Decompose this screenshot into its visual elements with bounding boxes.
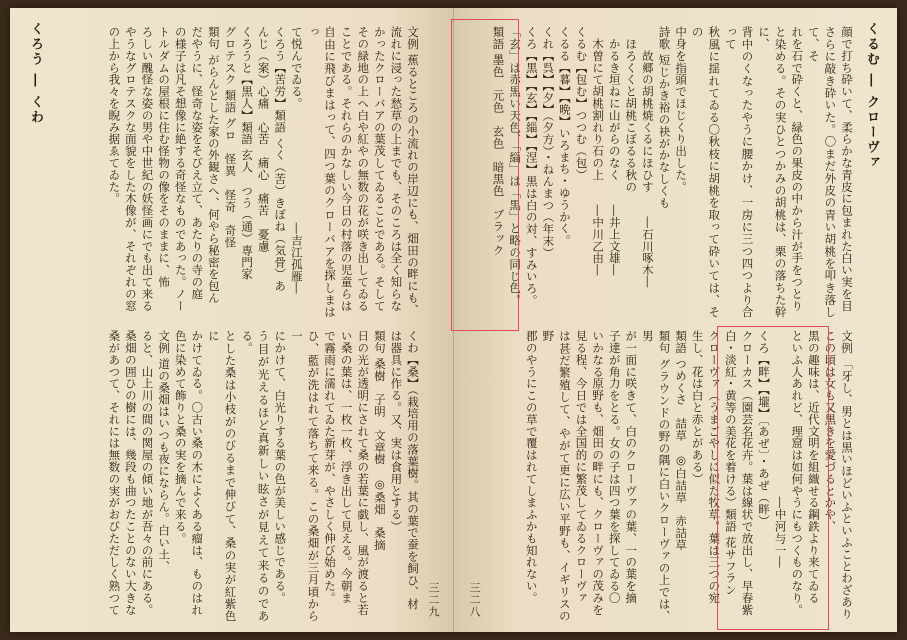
text-line: くれ【呉】【夕】（夕方）・ねんまつ（年末） [541,26,556,259]
text-line: クローカス（園芸名花卉。葉は線状で放出し、早春紫 [740,330,755,616]
text-line: いかなる原野も、畑田の畔にも、クローヴァの茂みを [591,330,606,616]
text-line: やうなグロテスクな面貌をした木像が、それぞれの窓 [123,26,138,312]
text-line: 秋風に揺れてゐる〇秋枝に胡桃を取って砕いては、その [690,26,722,318]
text-line: い桑の葉は、一枚一枚、浮き出して見える。今朝ま [339,330,354,604]
text-line: 流れに浸った愁草の上までも、そのころは全く知らな [389,26,404,312]
text-line: だやうに、怪奇な姿をそびえ立て、あたりの寺の庭 [190,26,205,300]
left-page [10,8,453,632]
text-line: くろう【苦労】類語 くく（苦）きぼね（気骨）あ [273,26,288,292]
text-line: の上から我々を睨み据ゑてゐた。 [107,26,122,205]
text-line: が一面に咲きて、白のクローヴァの葉、一の葉を摘 [624,330,639,604]
text-line: この頃は女も又黒きを愛づるとかや、 [823,330,838,533]
text-line: くるる【暮】【晩】いろまち・ゆうかく。 [557,26,572,247]
text-line: さらに敲き砕いた。〇まだ外皮の青い胡桃を叩き落して、そ [806,26,838,318]
text-line: くるむ【包む】つつむ（包） [574,26,589,181]
text-line: れを石で砕くと、緑色の果皮の中から汁が手をつとり [790,26,805,312]
text-line: かるき垣ねに山がらのなく ―井上文雄― [607,26,622,276]
text-line: 郡のやうにこの草で覆はれてしまふかも知れない。 [524,330,539,604]
text-line: 見る程、今日では全国的に繁茂してゐるクローヴァ [574,330,589,604]
right-running-head: くるむ ― クローヴァ [864,22,879,171]
text-line: 桑畑の囲ひの樹には、幾段も曲つたことのない大きな [123,330,138,616]
text-line: クローヴァ（うまごやしに似た牧草。葉は三つの宛 [707,330,722,604]
text-line: ひ、藍が洗はれて落ちて来る。この桑畑が三月頃から一 [289,330,321,622]
text-line: 「玄」は赤黒い天色、「緇」は「黒」と略の同じ色。 [508,26,523,306]
text-line: と染める。その実ひとつかみの胡桃は、栗の落ちた幹に、 [757,26,788,318]
text-line: 生し、花は白と赤とがある） [690,330,705,485]
text-line: くろ【畔】【壠】〔あぜ〕・あぜ（畔） [757,330,772,527]
text-line: で霧雨に濡れてゐた新芽が、やさしく伸び始めた。 [323,330,338,604]
text-line: 類句 桑樹 子明 文章樹 ◎桑畑 桑摘 [372,330,387,551]
text-line: くろうと【黒人】類語 玄人 つう（通）専門家 [240,26,255,280]
text-line: 故郷の胡桃焼くるにほひす ―石川啄木― [640,26,655,288]
right-page-number: 三二八 [468,582,481,618]
text-line: う目が光えるほど真新しい眩さが見えて来るのである。 [240,330,271,622]
text-line: かけてゐる。〇古い桑の木によくある瘤は、ものはれ [190,330,205,616]
text-line: 黒の趣味は、近代文明を組織せる鋼鉄より来てゐる [806,330,821,604]
text-line: グロテスク 類語 グロ 怪異 怪奇 奇怪 [223,26,238,249]
right-bottom-text [488,330,855,622]
text-line: 桑があつて、それには無数の実がおびただしく熟つて [107,330,122,616]
text-line: トルダムの屋根に住む怪物の像をそのままに、怖 [157,26,172,288]
text-line: くわ【桑】（栽培用の落葉樹。其の葉で蚕を飼ひ、材 [406,330,420,610]
text-line: ほろくくと胡桃こぼるる秋の [624,26,639,193]
text-line: 類句 がらんとした家の外観さへ、何やら秘密を包ん [206,26,221,304]
book-spread [10,8,897,632]
text-line: 子達が角力をとる。女の子は四つ葉を探してゐる〇 [607,330,622,604]
text-line: ると、山上川の間の関屋の傾い地が吾々の前にある。 [140,330,155,616]
text-line: 顔で打ち砕いて、柔らかな青皮に包まれた白い実を目 [840,26,854,312]
text-line: の様子は凡そ想像に絶する奇怪なものであった。ノー [173,26,188,312]
text-line: は甚だ繁殖して、やがて更に広い平野も、イギリスの野 [541,330,572,622]
text-line: 類語 墨色 元色 玄色 暗黒色 ブラック [491,26,506,257]
left-bottom-text [50,330,421,622]
left-running-head: くろう ― くわ [28,22,43,126]
text-line: 文例 道の桑畑はいつも夜にならん。白い土、 [157,330,172,573]
text-line: 中身を指頭でほじくり出した。 [674,26,689,193]
text-line: て悦んでゐる。 ―吉江孤雁― [289,26,304,294]
text-line: といふ人あれど、理窟は如何やうにもつくものなり。 [790,330,805,616]
text-line: んじ（案）心痛 心苦 痛心 痛苦 憂慮 [256,26,271,253]
text-line: とした桑は小枝がのびるまで伸びて、桑の実が紅紫色に [206,330,238,622]
text-line: ろしい醜怪な姿の男や中世紀の妖怪画にでも出て来る [140,26,155,312]
text-line: 文例 蕉るところの小流れの岸辺にも、畑田の畔にも、 [406,26,420,316]
text-line: 文例 「牙し、男とは黒いほどいふといふことわざあり [840,330,854,620]
text-line: は器具に作る。又、実は食用とする） [389,330,404,533]
text-line: 自由に飛びまはって、四つ葉のクローバアを探しまはっ [306,26,338,318]
text-line: 類語 つめくさ 詰草 ◎白詰草 赤詰草 [674,330,689,551]
text-line: 類句 グラウンドの野の隅に白いクローヴァの上では、男 [640,330,672,622]
right-top-text [486,26,855,318]
text-line: 背中のくなったやうに腰かけ、一房に三つ四つより合って [723,26,755,318]
left-top-text [50,26,421,318]
text-line: かったクローバアの葉茂してゐることである。そして [372,26,387,312]
text-line: 白・淡紅・黄等の美花を着ける）類語 花サフラン [723,330,738,596]
text-line: ことである。それらのかなしい今日の村落の児童らは [339,26,354,312]
text-line: ―中河与一― [773,330,788,568]
text-line: くろ【黒】【玄】【緇】【涅】黒は白の対、すみいろ。 [524,26,539,307]
text-line: 日の光が透明にされて桑の若葉に戯し、風が渡ると若 [356,330,371,616]
right-page [454,8,897,632]
text-line: 色に染めて飾りと桑の実を摘んで来る。 [173,330,188,545]
left-page-number: 三二九 [427,582,440,618]
text-line: にかけて、白光りする葉の色が美しい感じである。 [273,330,288,604]
text-line: 詩歌 短じかき裕の袂がかなしくも [657,26,672,209]
text-line: その緑地の上へ白や紅やの無数の花が咲き出してゐる [356,26,371,312]
text-line: 木曽にて胡桃割れり石の上 ―中川乙由― [591,26,606,276]
